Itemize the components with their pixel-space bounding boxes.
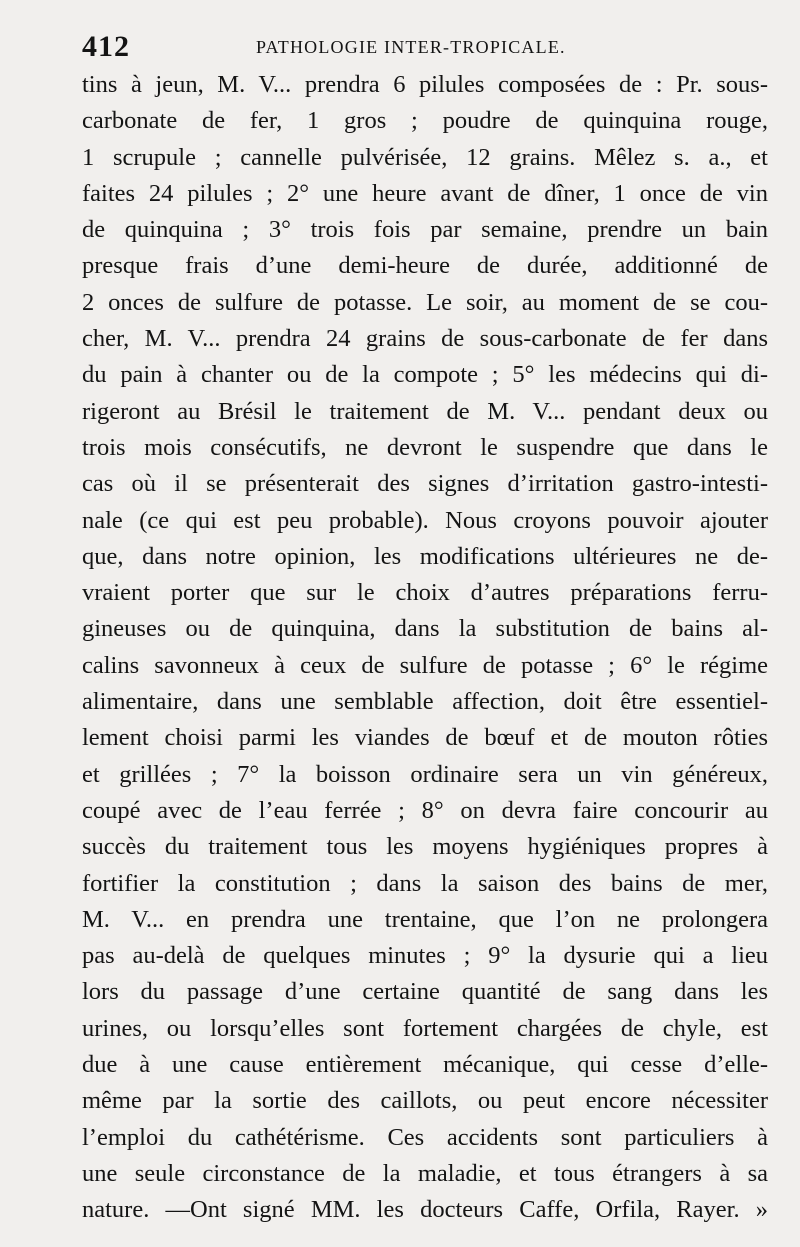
- text-line: l’emploi du cathétérisme. Ces accidents sont particuliers à: [82, 1123, 768, 1151]
- text-line: cas où il se présenterait des signes d’irritation gastro-intesti-: [82, 470, 768, 498]
- text-line: une seule circonstance de la maladie, et tous étrangers à sa: [82, 1159, 768, 1187]
- text-line: coupé avec de l’eau ferrée ; 8° on devra faire concourir au: [82, 796, 768, 824]
- text-line: du pain à chanter ou de la compote ; 5° les médecins qui di-: [82, 361, 768, 389]
- text-line: due à une cause entièrement mécanique, qui cesse d’elle-: [82, 1051, 768, 1079]
- text-line: rigeront au Brésil le traitement de M. V... pendant deux ou: [82, 397, 768, 425]
- text-line: gineuses ou de quinquina, dans la substitution de bains al-: [82, 615, 768, 643]
- text-line: carbonate de fer, 1 gros ; poudre de quinquina rouge,: [82, 107, 768, 135]
- text-line: fortifier la constitution ; dans la saison des bains de mer,: [82, 869, 768, 897]
- text-line: de quinquina ; 3° trois fois par semaine, prendre un bain: [82, 216, 768, 244]
- text-line: alimentaire, dans une semblable affection, doit être essentiel-: [82, 688, 768, 716]
- text-line: et grillées ; 7° la boisson ordinaire sera un vin généreux,: [82, 760, 768, 788]
- text-line: nature. —Ont signé MM. les docteurs Caffe, Orfila, Rayer. »: [82, 1196, 768, 1224]
- text-line: cher, M. V... prendra 24 grains de sous-carbonate de fer dans: [82, 325, 768, 353]
- text-line: que, dans notre opinion, les modifications ultérieures ne de-: [82, 542, 768, 570]
- text-line: trois mois consécutifs, ne devront le suspendre que dans le: [82, 433, 768, 461]
- text-line: calins savonneux à ceux de sulfure de potasse ; 6° le régime: [82, 651, 768, 679]
- text-line: urines, ou lorsqu’elles sont fortement chargées de chyle, est: [82, 1014, 768, 1042]
- text-line: tins à jeun, M. V... prendra 6 pilules composées de : Pr. sous-: [82, 71, 768, 98]
- text-line: même par la sortie des caillots, ou peut encore nécessiter: [82, 1087, 768, 1115]
- body-text: [82, 67, 768, 1229]
- text-line: lors du passage d’une certaine quantité de sang dans les: [82, 978, 768, 1006]
- text-line: 2 onces de sulfure de potasse. Le soir, au moment de se cou-: [82, 288, 768, 316]
- text-line: faites 24 pilules ; 2° une heure avant de dîner, 1 once de vin: [82, 179, 768, 207]
- text-line: 1 scrupule ; cannelle pulvérisée, 12 grains. Mêlez s. a., et: [82, 143, 768, 171]
- text-line: lement choisi parmi les viandes de bœuf et de mouton rôties: [82, 724, 768, 752]
- text-line: nale (ce qui est peu probable). Nous croyons pouvoir ajouter: [82, 506, 768, 534]
- text-line: presque frais d’une demi-heure de durée, additionné de: [82, 252, 768, 280]
- text-line: succès du traitement tous les moyens hygiéniques propres à: [82, 833, 768, 861]
- text-line: M. V... en prendra une trentaine, que l’on ne prolongera: [82, 905, 768, 933]
- text-line: pas au-delà de quelques minutes ; 9° la dysurie qui a lieu: [82, 942, 768, 970]
- running-head: [82, 30, 762, 64]
- running-title: PATHOLOGIE INTER-TROPICALE.: [256, 37, 566, 57]
- page-number: 412: [82, 30, 130, 63]
- text-line: vraient porter que sur le choix d’autres préparations ferru-: [82, 579, 768, 607]
